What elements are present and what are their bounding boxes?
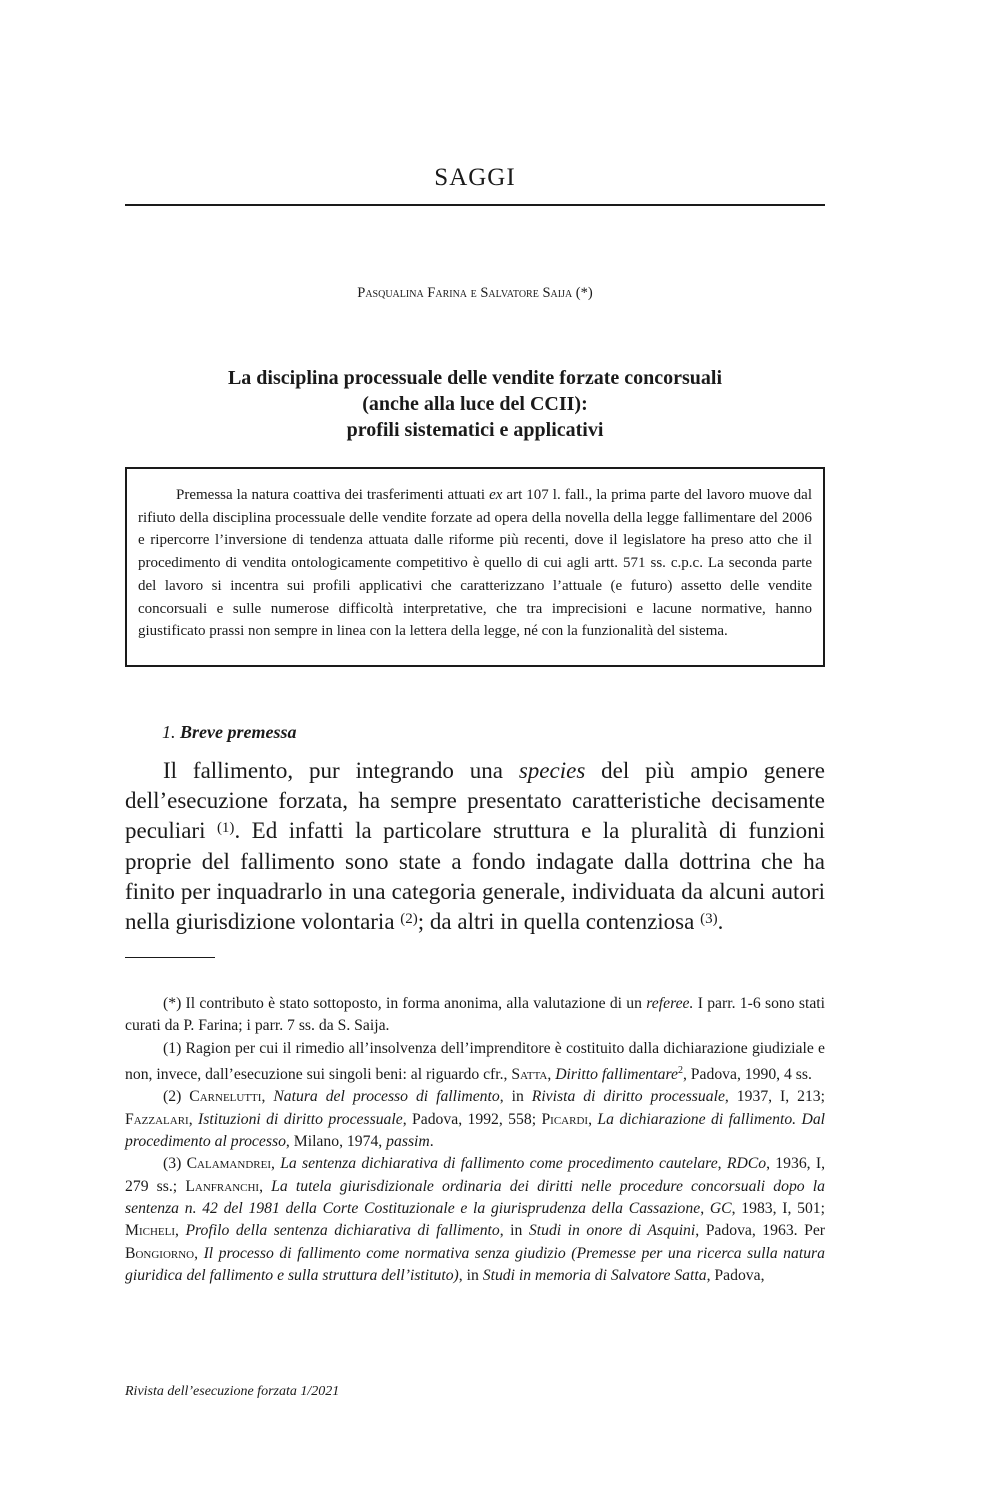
footnote-mark: (2) bbox=[163, 1088, 182, 1106]
footnote-ref[interactable]: (1) bbox=[216, 820, 235, 837]
cited-author: Picardi bbox=[541, 1110, 589, 1128]
section-heading bbox=[162, 720, 296, 744]
cited-author: Lanfranchi bbox=[185, 1177, 260, 1195]
edition-number: 2 bbox=[677, 1064, 683, 1076]
cited-work: Il processo di fallimento come normativa senza giudizio (Premesse per una ricerca sulla natura giuridica del fallimento e sulla struttura dell’istituto) bbox=[125, 1244, 826, 1284]
footnote-text: , Padova, 1992, 558; bbox=[402, 1110, 542, 1128]
body-part: . bbox=[717, 909, 724, 935]
cited-work: Rivista di diritto processuale bbox=[531, 1088, 725, 1106]
authors: Pasqualina Farina e Salvatore Saija (*) bbox=[357, 285, 593, 301]
footnotes bbox=[125, 993, 825, 1287]
abstract-text bbox=[138, 484, 812, 643]
cited-work: La tutela giurisdizionale ordinaria dei diritti nelle procedure concorsuali dopo la sentenza n. 42 del 1981 della Corte Costituzionale e la giurisprudenza della Cassazione bbox=[125, 1177, 826, 1217]
section-number: 1. bbox=[162, 722, 176, 742]
footnote-text: , 1936, I, 279 ss.; bbox=[125, 1155, 826, 1195]
body-text bbox=[125, 756, 825, 937]
footnote-text: , Padova, bbox=[706, 1266, 765, 1284]
section-title: SAGGI bbox=[434, 164, 516, 191]
body-part: ; da altri in quella contenziosa bbox=[417, 909, 701, 935]
cited-work: La sentenza dichiarativa di fallimento come procedimento cautelare bbox=[280, 1155, 718, 1173]
body-part: . Ed infatti la particolare struttura e la pluralità di funzioni proprie del fallimento sono state a fondo indagate dalla dottrina che ha finito per inquadrarlo in una categoria generale, individuata da alcuni autori nella giurisdizione volontaria bbox=[125, 818, 825, 935]
footnote-mark: (*) bbox=[163, 995, 182, 1012]
section-rule bbox=[125, 204, 825, 206]
body-italic: species bbox=[518, 758, 586, 783]
footnote-text: , in bbox=[458, 1266, 483, 1284]
footnote-rule bbox=[125, 957, 215, 958]
footnote-text: , 1937, I, 213; bbox=[724, 1088, 826, 1106]
footnote-italic: referee. bbox=[646, 995, 694, 1012]
cited-work: Studi in onore di Asquini bbox=[528, 1222, 696, 1240]
cited-work: La dichiarazione di fallimento. Dal procedimento al processo bbox=[125, 1110, 826, 1151]
footnote-mark: (1) bbox=[163, 1039, 182, 1057]
footnote-text: , Padova, 1990, 4 ss. bbox=[682, 1066, 812, 1084]
section-heading-title: Breve premessa bbox=[180, 722, 297, 742]
footnote-text: , Milano, 1974, bbox=[285, 1133, 387, 1151]
cited-author: Micheli bbox=[125, 1222, 175, 1240]
cited-work: GC bbox=[709, 1199, 732, 1217]
cited-work: RDCo bbox=[726, 1155, 767, 1173]
abstract-box bbox=[125, 467, 825, 667]
footnote-italic: passim bbox=[386, 1133, 430, 1151]
body-part: del più ampio genere dell’esecuzione forzata, ha sempre presentato caratteristiche decisamente peculiari bbox=[125, 758, 825, 844]
footnote-text: . bbox=[429, 1133, 434, 1151]
body-paragraph bbox=[125, 756, 825, 937]
footnote-3: (3) Calamandrei, La sentenza dichiarativa di fallimento come procedimento cautelare, RDCo, 1936, I, 279 ss.; Lanfranchi, La tutela giurisdizionale ordinaria dei diritti nelle procedure concorsuali dopo la sentenza n. 42 del 1981 della Corte Costituzionale e la giurisprudenza della Cassazione, GC, 1983, I, 501; Micheli, Profilo della sentenza dichiarativa di fallimento, in Studi in onore di Asquini, Padova, 1963. Per Bongiorno, Il processo di fallimento come normativa senza giudizio (Premesse per una ricerca sulla natura giuridica del fallimento e sulla struttura dell’istituto), in Studi in memoria di Salvatore Satta, Padova, bbox=[125, 1155, 826, 1284]
cited-author: Carnelutti bbox=[189, 1088, 262, 1106]
article-title bbox=[150, 365, 800, 443]
footnote-text: , in bbox=[499, 1222, 529, 1240]
footnote-text: I parr. 1-6 sono stati curati da P. Farina; i parr. 7 ss. da S. Saija. bbox=[125, 995, 826, 1035]
footnote-text: , Padova, 1963. Per bbox=[695, 1222, 826, 1240]
abstract-part: art 107 l. fall., la prima parte del lavoro muove dal rifiuto della disciplina processuale delle vendite forzate ad opera della novella della legge fallimentare del 2006 e ripercorre l’inversione di tendenza attuata dalle riforme più recenti, dove il legislatore ha preso atto che il procedimento di vendita ontologicamente competitivo è quello di cui agli artt. 571 ss. c.p.c. La seconda parte del lavoro si incentra sui profili applicativi che caratterizzano l’attuale (e futuro) assetto delle vendite concorsuali e sulle numerose difficoltà interpretative, che tra imprecisioni e lacune normative, hanno giustificato prassi non sempre in linea con la lettera della legge, né con la funzionalità del sistema. bbox=[138, 487, 812, 640]
cited-work: Studi in memoria di Salvatore Satta bbox=[482, 1266, 707, 1284]
footnote-text: Il contributo è stato sottoposto, in forma anonima, alla valutazione di un bbox=[181, 995, 647, 1012]
body-part: Il fallimento, pur integrando una bbox=[163, 758, 519, 783]
abstract-part: Premessa la natura coattiva dei trasferimenti attuati bbox=[176, 487, 490, 503]
footnote-star bbox=[125, 993, 825, 1038]
abstract-italic: ex bbox=[489, 487, 503, 503]
footnote-2: (2) Carnelutti, Natura del processo di fallimento, in Rivista di diritto processuale, 1937, I, 213; Fazzalari, Istituzioni di diritto processuale, Padova, 1992, 558; Picardi, La dichiarazione di fallimento. Dal procedimento al processo, Milano, 1974, passim. bbox=[125, 1088, 826, 1151]
cited-work: Istituzioni di diritto processuale bbox=[198, 1110, 403, 1128]
footnote-text: Ragion per cui il rimedio all’insolvenza dell’imprenditore è costituito dalla dichiarazione giudiziale e non, invece, dall’esecuzione sui singoli beni: al riguardo cfr., bbox=[125, 1039, 825, 1084]
cited-author: Satta bbox=[511, 1066, 548, 1084]
cited-author: Fazzalari bbox=[125, 1110, 189, 1128]
cited-work: Profilo della sentenza dichiarativa di fallimento bbox=[185, 1222, 500, 1240]
footnote-text: , bbox=[547, 1066, 556, 1084]
cited-author: Bongiorno bbox=[125, 1244, 195, 1262]
footnote-mark: (3) bbox=[163, 1155, 182, 1173]
footnote-ref[interactable]: (2) bbox=[400, 911, 418, 928]
footnote-ref[interactable]: (3) bbox=[700, 911, 718, 928]
footnote-1 bbox=[125, 1038, 825, 1087]
cited-work: Diritto fallimentare bbox=[555, 1066, 678, 1084]
title-line: La disciplina processuale delle vendite forzate concorsuali bbox=[227, 367, 723, 389]
footnote-text: , 1983, I, 501; bbox=[731, 1199, 826, 1217]
title-line: profili sistematici e applicativi bbox=[346, 419, 604, 441]
cited-work: Natura del processo di fallimento bbox=[273, 1088, 500, 1106]
title-line: (anche alla luce del CCII): bbox=[362, 393, 588, 415]
running-footer: Rivista dell’esecuzione forzata 1/2021 bbox=[125, 1384, 340, 1399]
footnote-text: , in bbox=[499, 1088, 532, 1106]
cited-author: Calamandrei bbox=[186, 1155, 271, 1173]
